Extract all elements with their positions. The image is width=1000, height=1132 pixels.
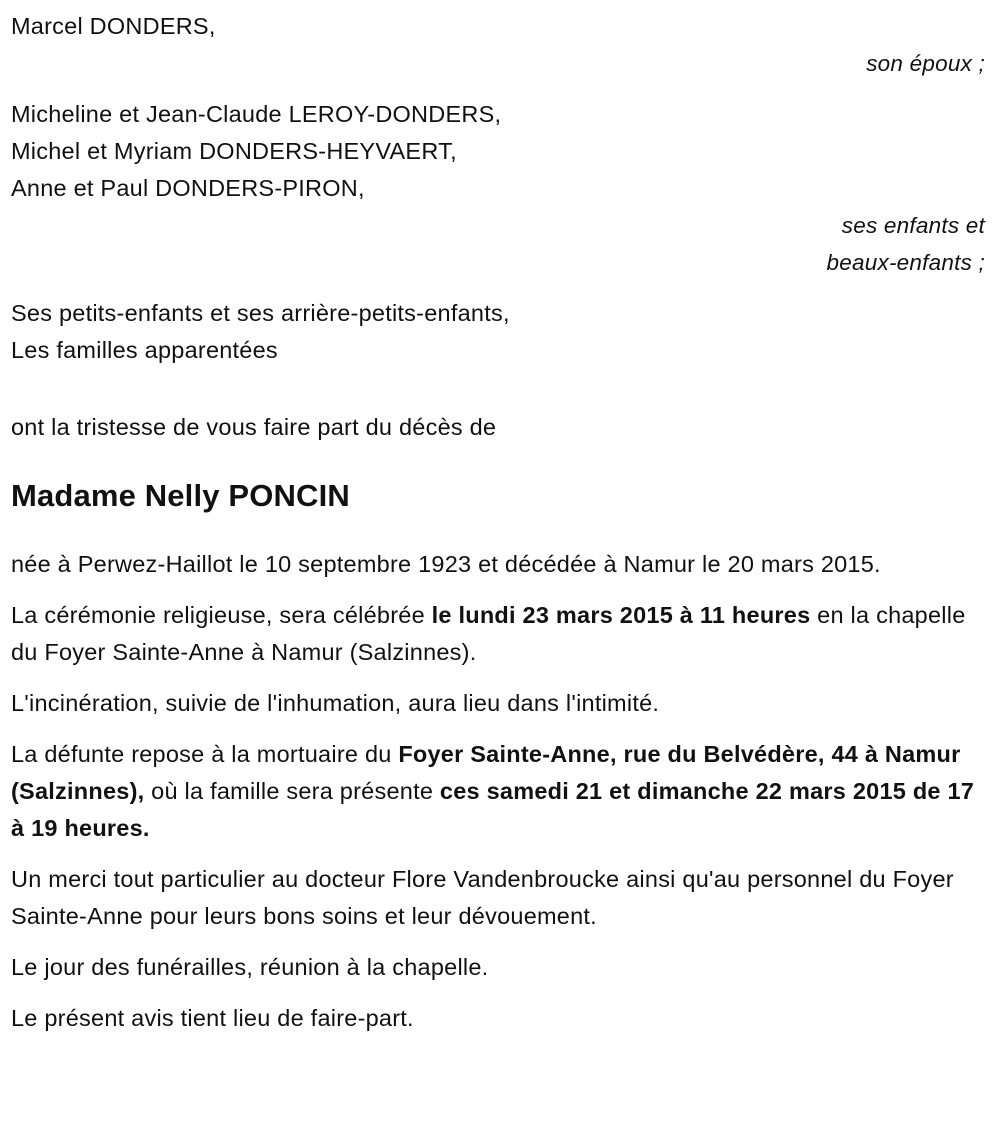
repose-visiting-hours: ces samedi 21 et dimanche 22 mars 2015 de 17 à 19 heures. — [11, 778, 975, 841]
ceremony-datetime: le lundi 23 mars 2015 à 11 heures — [431, 602, 811, 628]
spacer — [11, 446, 985, 476]
gathering-paragraph: Le jour des funérailles, réunion à la chapelle. — [11, 954, 489, 980]
spacer — [11, 82, 985, 96]
grandchildren-line: Ses petits-enfants et ses arrière-petits-enfants, — [11, 300, 510, 326]
repose-middle: où la famille sera présente — [144, 778, 440, 804]
spacer — [11, 369, 985, 409]
cremation-paragraph: L'incinération, suivie de l'inhumation, aura lieu dans l'intimité. — [11, 690, 660, 716]
birth-death-paragraph: née à Perwez-Haillot le 10 septembre 1923 et décédée à Namur le 20 mars 2015. — [11, 551, 881, 577]
repose-prefix: La défunte repose à la mortuaire du — [11, 741, 399, 767]
announcement-intro: ont la tristesse de vous faire part du décès de — [11, 414, 497, 440]
spouse-relation-label: son époux ; — [866, 51, 985, 76]
thanks-paragraph: Un merci tout particulier au docteur Flore Vandenbroucke ainsi qu'au personnel du Foyer Sainte-Anne pour leurs bons soins et leur dévouement. — [11, 866, 954, 929]
relatives-line: Les familles apparentées — [11, 337, 278, 363]
spacer — [11, 516, 985, 546]
ceremony-prefix: La cérémonie religieuse, sera célébrée — [11, 602, 432, 628]
children-relation-label-line1: ses enfants et — [841, 213, 985, 238]
child-line-1: Micheline et Jean-Claude LEROY-DONDERS, — [11, 101, 502, 127]
repose-paragraph — [11, 736, 985, 847]
closing-paragraph: Le présent avis tient lieu de faire-part. — [11, 1005, 414, 1031]
children-relation-label-line2: beaux-enfants ; — [826, 250, 985, 275]
ceremony-suffix: en la chapelle du Foyer Sainte-Anne à Namur (Salzinnes). — [11, 602, 966, 665]
child-line-3: Anne et Paul DONDERS-PIRON, — [11, 175, 365, 201]
child-line-2: Michel et Myriam DONDERS-HEYVAERT, — [11, 138, 457, 164]
repose-location: Foyer Sainte-Anne, rue du Belvédère, 44 à Namur (Salzinnes), — [11, 741, 961, 804]
spacer — [11, 281, 985, 295]
deceased-name-heading: Madame Nelly PONCIN — [11, 478, 350, 513]
ceremony-paragraph — [11, 597, 985, 671]
spouse-line: Marcel DONDERS, — [11, 13, 216, 39]
